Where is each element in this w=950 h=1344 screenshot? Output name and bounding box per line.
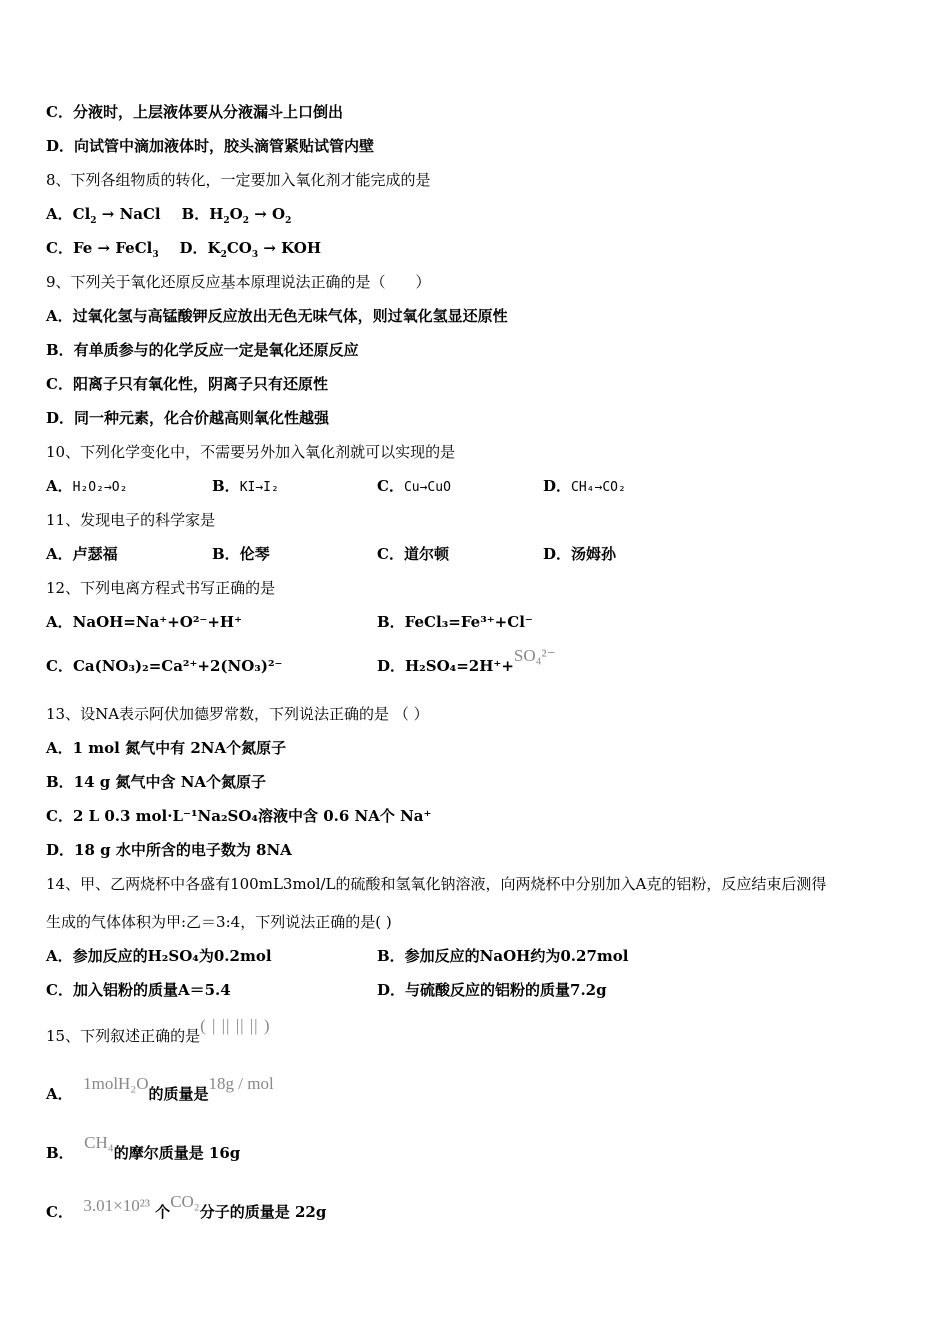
q14-option-c: C．加入铝粉的质量A＝5.4 [46, 981, 231, 999]
q14-stem-line2: 生成的气体体积为甲:乙＝3:4，下列说法正确的是( ) [46, 913, 392, 931]
option-c-separation: C．分液时，上层液体要从分液漏斗上口倒出 [46, 103, 343, 121]
q15-stem: 15、下列叙述正确的是( | || || || ) [46, 1016, 271, 1045]
q9-option-c: C．阳离子只有氧化性，阴离子只有还原性 [46, 375, 328, 393]
q11-options [46, 544, 906, 564]
q14-options-cd [46, 980, 906, 1000]
q13-stem: 13、设NA表示阿伏加德罗常数，下列说法正确的是 （ ） [46, 705, 429, 723]
q10-options [46, 476, 906, 496]
q15-option-c: C． 3.01×10²³ 个CO₂分子的质量是 22g [46, 1192, 327, 1221]
q11-option-a: A．卢瑟福 [46, 545, 118, 563]
q12-option-b: B．FeCl₃=Fe³⁺+Cl⁻ [377, 613, 533, 631]
q13-option-d: D．18 g 水中所含的电子数为 8NA [46, 841, 292, 859]
q11-stem: 11、发现电子的科学家是 [46, 511, 216, 529]
q9-option-a: A．过氧化氢与高锰酸钾反应放出无色无味气体，则过氧化氢显还原性 [46, 307, 508, 325]
q14-option-d: D．与硫酸反应的铝粉的质量7.2g [377, 981, 607, 999]
q9-option-d: D．同一种元素，化合价越高则氧化性越强 [46, 409, 330, 427]
q14-option-a: A．参加反应的H₂SO₄为0.2mol [46, 947, 272, 965]
q13-option-a: A．1 mol 氮气中有 2NA个氮原子 [46, 739, 287, 757]
option-d-dropper: D．向试管中滴加液体时，胶头滴管紧贴试管内壁 [46, 137, 375, 155]
q11-option-c: C．道尔顿 [377, 545, 449, 563]
q12-option-c: C．Ca(NO₃)₂=Ca²⁺+2(NO₃)²⁻ [46, 657, 283, 675]
q8-options-ab: A．$Cl_2$ → NaCl B．$H_2O_2 \to O_2$ [46, 205, 292, 226]
q8-options-cd: C．Fe → FeCl$_3$ D．$K_2CO_3$ → KOH [46, 239, 322, 260]
q15-option-b: B． CH₄的摩尔质量是 16g [46, 1133, 241, 1162]
q10-option-b: B．KI→I₂ [212, 477, 279, 495]
q12-stem: 12、下列电离方程式书写正确的是 [46, 579, 276, 597]
q9-option-b: B．有单质参与的化学反应一定是氧化还原反应 [46, 341, 359, 359]
q14-option-b: B．参加反应的NaOH约为0.27mol [377, 947, 629, 965]
q12-option-a: A．NaOH=Na⁺+O²⁻+H⁺ [46, 613, 243, 631]
q12-options-cd [46, 646, 906, 680]
q8-stem: 8、下列各组物质的转化，一定要加入氧化剂才能完成的是 [46, 171, 431, 189]
q14-options-ab [46, 946, 906, 966]
q11-option-b: B．伦琴 [212, 545, 270, 563]
q10-option-a: A．H₂O₂→O₂ [46, 477, 128, 495]
q13-option-b: B．14 g 氮气中含 NA个氮原子 [46, 773, 267, 791]
q12-option-d: D．H₂SO₄=2H⁺+SO₄²⁻ [377, 646, 556, 675]
q15-option-a: A． 1molH₂O的质量是18g / mol [46, 1074, 274, 1103]
q10-option-c: C．Cu→CuO [377, 477, 451, 495]
q13-option-c: C．2 L 0.3 mol·L⁻¹Na₂SO₄溶液中含 0.6 NA个 Na⁺ [46, 807, 432, 825]
q15-answer-paren: ( | || || || ) [200, 1016, 271, 1035]
q12-options-ab [46, 612, 906, 632]
q10-stem: 10、下列化学变化中，不需要另外加入氧化剂就可以实现的是 [46, 443, 456, 461]
q14-stem-line1: 14、甲、乙两烧杯中各盛有100mL3mol/L的硫酸和氢氧化钠溶液，向两烧杯中分别加入A克的铝粉，反应结束后测得 [46, 875, 827, 893]
q11-option-d: D．汤姆孙 [543, 545, 617, 563]
q10-option-d: D．CH₄→CO₂ [543, 477, 626, 495]
q9-stem: 9、下列关于氧化还原反应基本原理说法正确的是（ ） [46, 273, 431, 291]
